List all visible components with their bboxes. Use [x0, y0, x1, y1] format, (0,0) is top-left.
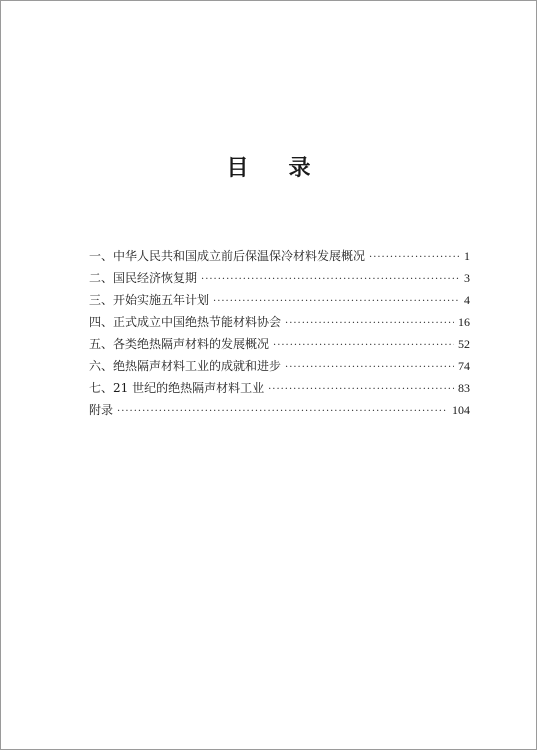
leader-dots	[273, 335, 454, 357]
toc-entry-page: 16	[458, 315, 470, 329]
leader-dots	[369, 247, 460, 269]
toc-entry-page: 104	[452, 403, 470, 417]
toc-entry-label: 二、国民经济恢复期	[89, 271, 198, 285]
toc-entry[interactable]	[89, 311, 470, 333]
toc-entry-page: 83	[458, 381, 470, 395]
leader-dots	[213, 291, 460, 313]
toc-entry-label: 四、正式成立中国绝热节能材料协会	[89, 315, 282, 329]
leader-dots	[201, 269, 460, 291]
toc-entry-label: 六、绝热隔声材料工业的成就和进步	[89, 359, 282, 373]
toc-entry-label: 附录	[89, 403, 114, 417]
title-char: 录	[288, 155, 311, 181]
toc-entry-label: 三、开始实施五年计划	[89, 293, 210, 307]
toc-entry-page: 74	[458, 359, 470, 373]
toc-entry-page: 4	[464, 293, 470, 307]
leader-dots	[268, 379, 454, 401]
leader-dots	[285, 313, 454, 335]
toc-entry-label: 五、各类绝热隔声材料的发展概况	[89, 337, 270, 351]
toc-entry[interactable]	[89, 355, 470, 377]
toc-entry-page: 1	[464, 249, 470, 263]
toc-entry[interactable]	[89, 333, 470, 355]
toc-entry-page: 52	[458, 337, 470, 351]
leader-dots	[117, 401, 448, 423]
page-title	[1, 151, 536, 182]
leader-dots	[285, 357, 454, 379]
toc-entry-label: 一、中华人民共和国成立前后保温保冷材料发展概况	[89, 249, 366, 263]
toc-entry-label: 七、21 世纪的绝热隔声材料工业	[89, 381, 265, 395]
toc-entry[interactable]	[89, 377, 470, 399]
toc-entry-page: 3	[464, 271, 470, 285]
toc-entry[interactable]	[89, 289, 470, 311]
toc-entry[interactable]	[89, 267, 470, 289]
table-of-contents	[89, 245, 470, 421]
title-char: 目	[226, 155, 249, 181]
toc-entry[interactable]	[89, 399, 470, 421]
toc-entry[interactable]	[89, 245, 470, 267]
